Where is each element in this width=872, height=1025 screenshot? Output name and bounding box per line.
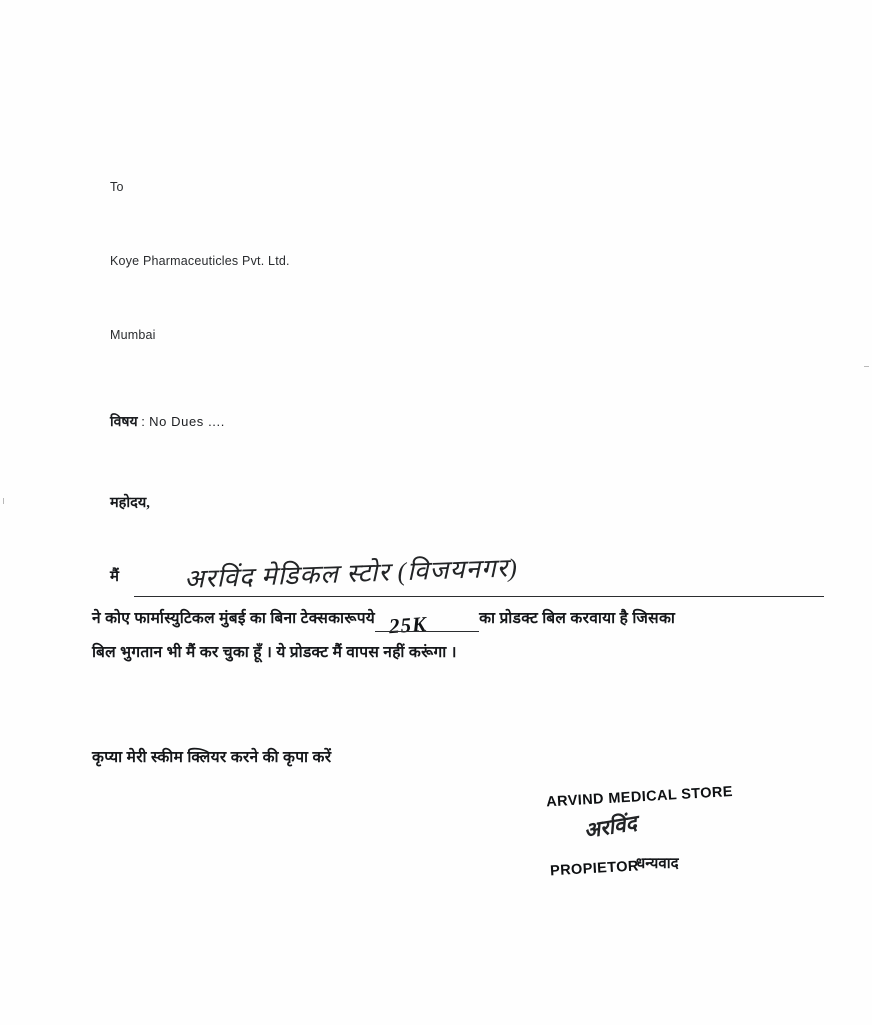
- recipient-city: Mumbai: [110, 328, 156, 342]
- body-line-2: [92, 600, 832, 638]
- subject-label: विषय: [110, 415, 138, 430]
- body-line-3: बिल भुगतान भी मैं कर चुका हूँ । ये प्रोडक्ट मैं वापस नहीं करूंगा ।: [92, 644, 457, 661]
- closing-thanks: धन्यवाद: [636, 856, 679, 872]
- scan-artifact-right: [864, 366, 869, 367]
- to-label: To: [110, 180, 124, 194]
- body-line-2-before: ने कोए फार्मास्युटिकल मुंबई का बिना टेक्सकारूपये: [92, 610, 376, 627]
- amount-rule: [375, 630, 479, 632]
- body-line-2-after: का प्रोडक्ट बिल करवाया है जिसका: [479, 610, 676, 627]
- scan-artifact-left: [3, 498, 4, 504]
- address-block: [110, 180, 710, 400]
- subject-value: No Dues ....: [149, 414, 225, 429]
- handwritten-signature: अरविंद: [582, 810, 639, 843]
- recipient-name: Koye Pharmaceuticles Pvt. Ltd.: [110, 254, 290, 268]
- rubber-stamp: [546, 778, 850, 880]
- body-line-1: [92, 553, 832, 600]
- stamp-role: PROPIETOR: [549, 858, 640, 880]
- subject-separator: :: [141, 414, 146, 429]
- salutation: महोदय,: [110, 495, 150, 511]
- handwritten-store-name: अरविंद मेडिकल स्टोर (विजयनगर): [183, 553, 519, 594]
- subject-line: [110, 412, 225, 431]
- handwritten-amount: 25K: [388, 611, 428, 639]
- fill-in-rule: [134, 596, 824, 597]
- amount-fill-in: [375, 611, 479, 639]
- letter-body: [92, 553, 832, 672]
- request-line: कृप्या मेरी स्कीम क्लियर करने की कृपा करें: [92, 749, 332, 766]
- stamp-store-name: ARVIND MEDICAL STORE: [545, 784, 734, 811]
- body-pronoun: मैं: [110, 569, 119, 585]
